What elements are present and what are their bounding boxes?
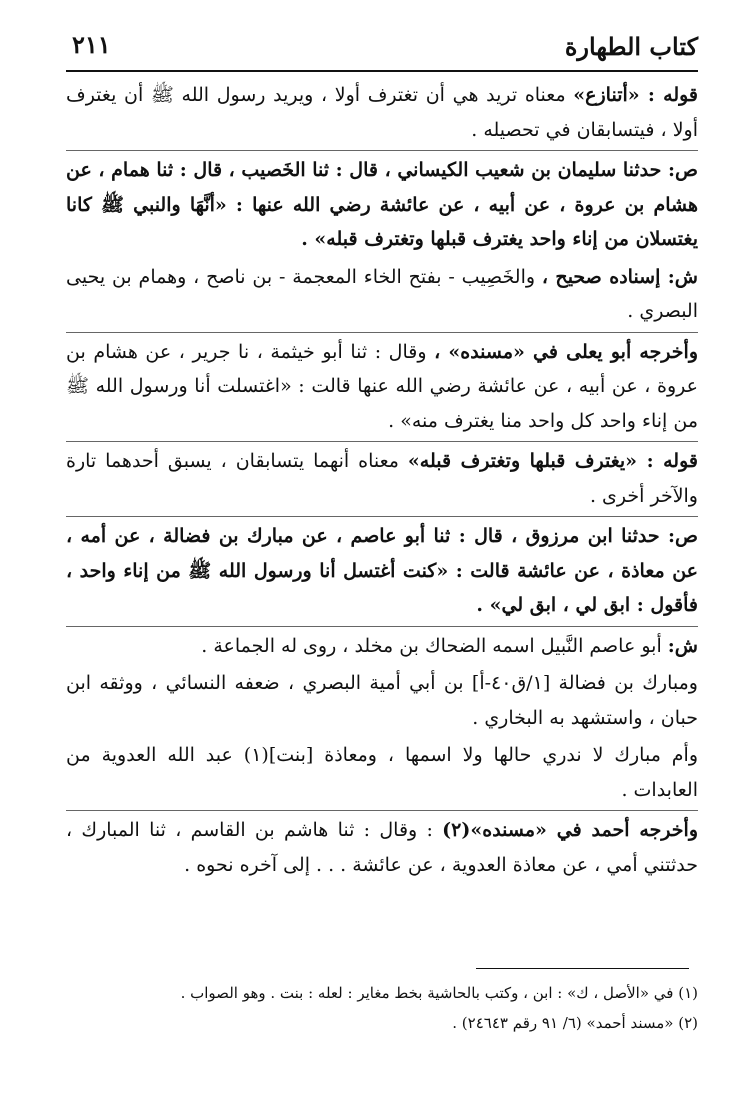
paragraph-label: ص: حدثنا سليمان بن شعيب الكيساني ، قال : ثنا الخَصيب ، قال : ثنا همام ، عن هشام بن عروة ، عن أبيه ، عن عائشة رضي الله عنها : «أنَّهَا والنبي ﷺ كانا يغتسلان من إناء واحد يغترف قبلها وتغترف قبله» . xyxy=(66,159,698,250)
paragraph-text: وأم مبارك لا ندري حالها ولا اسمها ، ومعاذة [بنت](١) عبد الله العدوية من العابدات . xyxy=(66,744,699,801)
paragraph-label: وأخرجه أحمد في «مسنده»(٢) xyxy=(442,819,698,841)
page-number: ٢١١ xyxy=(72,30,111,59)
chapter-title: كتاب الطهارة xyxy=(564,32,698,61)
paragraph-text: معناه أنهما يتسابقان ، يسبق أحدهما تارة والآخر أخرى . xyxy=(66,450,698,507)
paragraph-8 xyxy=(66,666,698,738)
page-header xyxy=(66,28,698,72)
footnote-1: (١) في «الأصل ، ك» : ابن ، وكتب بالحاشية بخط مغاير : لعله : بنت . وهو الصواب . xyxy=(180,984,698,1002)
paragraph-text: ومبارك بن فضالة [١/ق٤٠-أ] بن أبي أمية البصري ، ضعفه النسائي ، ووثقه ابن حبان ، واستشهد به البخاري . xyxy=(66,672,698,729)
paragraph-label: ش: إسناده صحيح ، xyxy=(541,265,698,288)
paragraph-text: وقال : ثنا أبو خيثمة ، نا جرير ، عن هشام بن عروة ، عن أبيه ، عن عائشة رضي الله عنها قالت : «اغتسلت أنا ورسول الله ﷺ من إناء واحد كل واحد منا يغترف منه» . xyxy=(66,340,698,432)
paragraph-text: : وقال : ثنا هاشم بن القاسم ، ثنا المبارك ، حدثتني أمي ، عن معاذة العدوية ، عن عائشة . . . إلى آخره نحوه . xyxy=(66,819,698,876)
paragraph-label: وأخرجه أبو يعلى في «مسنده» ، xyxy=(434,340,698,363)
paragraph-6 xyxy=(66,519,698,627)
paragraph-1 xyxy=(66,78,698,151)
paragraph-label: ص: حدثنا ابن مرزوق ، قال : ثنا أبو عاصم ، عن مبارك بن فضالة ، عن أمه ، عن معاذة ، عن عائشة قالت : «كنت أغتسل أنا ورسول الله ﷺ من إناء واحد ، فأقول : ابق لي ، ابق لي» . xyxy=(66,525,698,616)
paragraph-10 xyxy=(66,813,698,885)
footnote-divider xyxy=(476,968,689,969)
paragraph-4 xyxy=(66,335,698,443)
paragraph-text: والخَصِيب - بفتح الخاء المعجمة - بن ناصح ، وهمام بن يحيى البصري . xyxy=(66,265,698,322)
paragraph-5 xyxy=(66,444,698,517)
paragraph-label: قوله : «أتنازع» xyxy=(573,84,699,106)
paragraph-label: قوله : «يغترف قبلها وتغترف قبله» xyxy=(407,450,698,472)
main-text xyxy=(66,78,698,885)
footnote-2: (٢) «مسند أحمد» (٦/ ٩١ رقم ٢٤٦٤٣) . xyxy=(452,1014,698,1032)
paragraph-text: معناه تريد هي أن تغترف أولا ، ويريد رسول الله ﷺ أن يغترف أولا ، فيتسابقان في تحصيله . xyxy=(66,84,698,141)
paragraph-9 xyxy=(66,738,698,811)
footnotes xyxy=(66,978,698,1038)
paragraph-3 xyxy=(66,260,698,333)
paragraph-text: أبو عاصم النَّبيل اسمه الضحاك بن مخلد ، روى له الجماعة . xyxy=(201,634,668,657)
paragraph-7 xyxy=(66,629,698,667)
paragraph-2 xyxy=(66,153,698,260)
paragraph-label: ش: xyxy=(667,634,698,657)
